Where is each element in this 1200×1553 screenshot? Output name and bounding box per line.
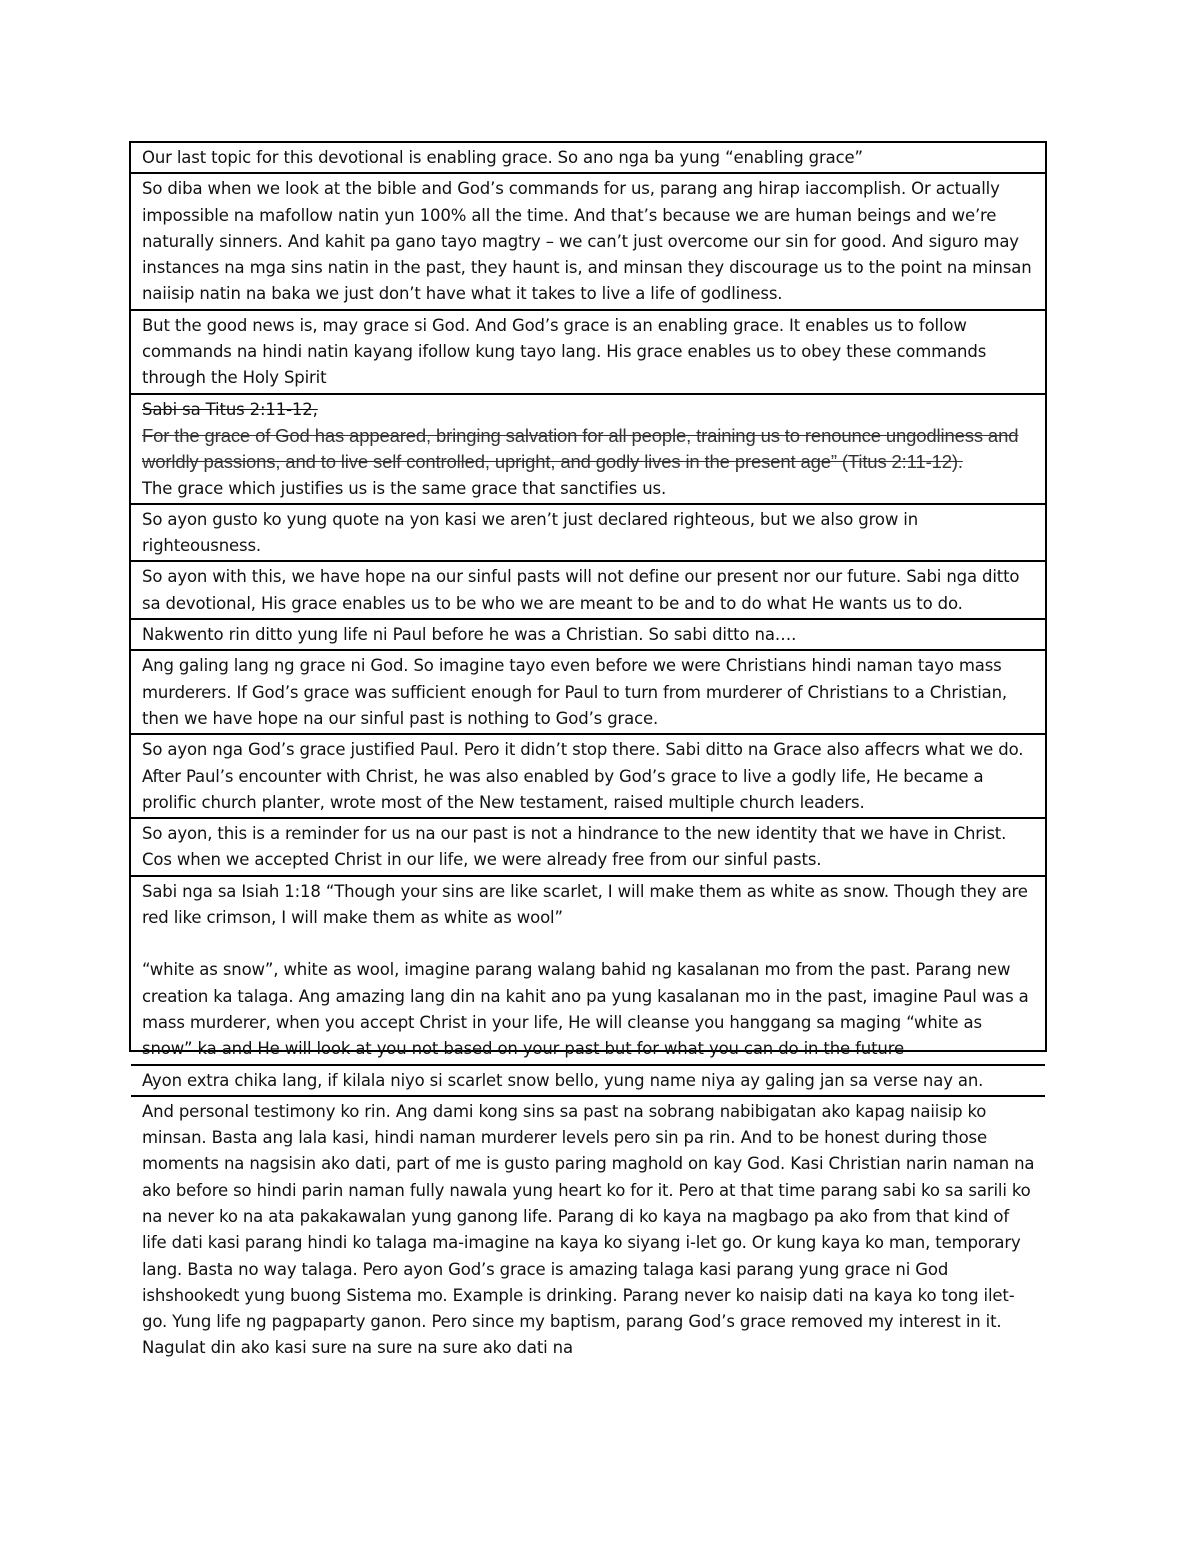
paragraph: So ayon gusto ko yung quote na yon kasi we aren’t just declared righteous, but we also grow in righteousness.	[142, 509, 919, 556]
paragraph: The grace which justifies us is the same grace that sanctifies us.	[142, 478, 667, 498]
paragraph: Ayon extra chika lang, if kilala niyo si scarlet snow bello, yung name niya ay galing jan sa verse nay an.	[142, 1070, 984, 1090]
paragraph: So ayon nga God’s grace justified Paul. Pero it didn’t stop there. Sabi ditto na Grace also affecrs what we do. After Paul’s encounter with Christ, he was also enabled by God’s grace to live a godly life, He became a prolific church planter, wrote most of the New testament, raised multiple church leaders.	[142, 740, 1024, 812]
table-row	[131, 618, 1045, 649]
paragraph: So ayon with this, we have hope na our sinful pasts will not define our present nor our future. Sabi nga ditto sa devotional, His grace enables us to be who we are meant to be and to do what He wants us to do.	[142, 567, 1020, 613]
paragraph: Ang galing lang ng grace ni God. So imagine tayo even before we were Christians hindi naman tayo mass murderers. If God’s grace was sufficient enough for Paul to turn from murderer of Christians to a Christian, then we have hope na our sinful past is nothing to God’s grace.	[142, 656, 1008, 728]
blank-line	[142, 931, 1035, 957]
struck-verse-quote: For the grace of God has appeared, bringing salvation for all people, training us to renounce ungodliness and worldly passions, and to live self controlled, upright, and godly lives in the present age” (Titus 2:11-12).	[142, 424, 1019, 473]
table-row	[131, 143, 1045, 172]
paragraph: So diba when we look at the bible and God’s commands for us, parang ang hirap iaccomplish. Or actually impossible na mafollow natin yun 100% all the time. And that’s because we are human beings and we’re naturally sinners. And kahit pa gano tayo magtry – we can’t just overcome our sin for good. And siguro may instances na mga sins natin in the past, they haunt is, and minsan they discourage us to the point na minsan naiisip natin na baka we just don’t have what it takes to live a life of godliness.	[142, 179, 1032, 304]
paragraph: Our last topic for this devotional is enabling grace. So ano nga ba yung “enabling grace”	[142, 148, 863, 167]
devotional-notes-table	[129, 141, 1047, 1358]
table-row	[131, 172, 1045, 308]
table-row	[131, 503, 1045, 561]
table-row	[131, 649, 1045, 733]
paragraph: “white as snow”, white as wool, imagine parang walang bahid ng kasalanan mo from the past. Parang new creation ka talaga. Ang amazing lang din na kahit ano pa yung kasalanan mo in the past, imagine Paul was a mass murderer, when you accept Christ in your life, He will cleanse you hanggang sa maging “white as snow” ka and He will look at you not based on your past but for what you can do in the future	[142, 960, 1029, 1059]
table-row	[131, 875, 1045, 1064]
struck-verse-reference: Sabi sa Titus 2:11-12,	[142, 399, 318, 419]
table-row	[131, 560, 1045, 618]
table-row	[131, 817, 1045, 875]
paragraph: But the good news is, may grace si God. And God’s grace is an enabling grace. It enables us to follow commands na hindi natin kayang ifollow kung tayo lang. His grace enables us to obey these commands through the Holy Spirit	[142, 315, 987, 388]
table-row	[131, 309, 1045, 393]
paragraph: Sabi nga sa Isiah 1:18 “Though your sins are like scarlet, I will make them as white as snow. Though they are red like crimson, I will make them as white as wool”	[142, 881, 1028, 928]
table-row	[131, 1064, 1045, 1095]
paragraph: And personal testimony ko rin. Ang dami kong sins sa past na sobrang nabibigatan ako kapag naiisip ko minsan. Basta ang lala kasi, hindi naman murderer levels pero sin pa rin. And to be honest during those moments na nagsisin ako dati, part of me is gusto paring maghold on kay God. Kasi Christian narin naman na ako before so hindi parin naman fully nawala yung heart ko for it. Pero at that time parang sabi ko sa sarili ko na never ko na ata pakakawalan yung ganong life. Parang di ko kaya na magbago pa ako from that kind of life dati kasi parang hindi ko talaga ma-imagine na kaya ko siyang i-let go. Or kung kaya ko man, temporary lang. Basta no way talaga. Pero ayon God’s grace is amazing talaga kasi parang yung grace ni God ishshookedt yung buong Sistema mo. Example is drinking. Parang never ko naisip dati na kaya ko tong ilet-go. Yung life ng pagpaparty ganon. Pero since my baptism, parang God’s grace removed my interest in it. Nagulat din ako kasi sure na sure na sure ako dati na	[142, 1101, 1035, 1358]
table-row	[131, 733, 1045, 817]
paragraph: So ayon, this is a reminder for us na our past is not a hindrance to the new identity that we have in Christ. Cos when we accepted Christ in our life, we were already free from our sinful pasts.	[142, 824, 1007, 870]
table-row	[131, 1095, 1045, 1363]
paragraph: Nakwento rin ditto yung life ni Paul before he was a Christian. So sabi ditto na….	[142, 625, 797, 645]
table-row	[131, 393, 1045, 503]
